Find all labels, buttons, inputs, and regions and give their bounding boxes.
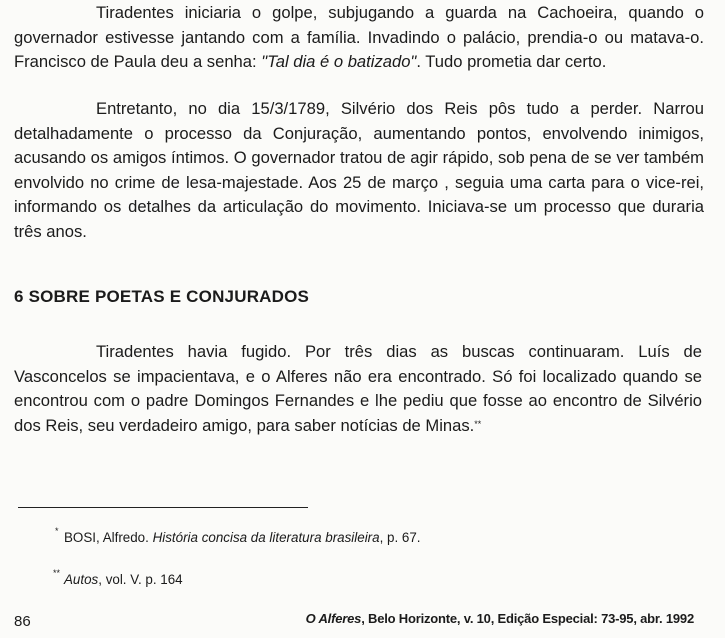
footnote-mark: * bbox=[55, 526, 59, 536]
journal-citation bbox=[306, 611, 694, 626]
page-number: 86 bbox=[14, 613, 31, 630]
footnote-1 bbox=[55, 526, 421, 545]
footnote-title: Autos bbox=[64, 572, 99, 587]
journal-title: O Alferes bbox=[305, 611, 362, 626]
paragraph-tiradentes-fled bbox=[14, 340, 702, 438]
paragraph-text: Tiradentes havia fugido. Por três dias as buscas continuaram. Luís de Vasconcelos se impacientava, e o Alferes não era encontrado. Só foi localizado quando se encontrou com o padre Domingos Fernandes e lhe pediu que fosse ao encontro de Silvério dos Reis, seu verdadeiro amigo, para saber notícias de Minas. bbox=[14, 342, 702, 435]
footnote-mark: ** bbox=[53, 568, 61, 578]
footnote-2 bbox=[53, 568, 183, 587]
footnote-rest: , vol. V. p. 164 bbox=[98, 572, 183, 587]
paragraph-text-end: . Tudo prometia dar certo. bbox=[416, 52, 607, 72]
paragraph-betrayal: Entretanto, no dia 15/3/1789, Silvério dos Reis pôs tudo a perder. Narrou detalhadamente o processo da Conjuração, aumentando pontos, envolvendo inimigos, acusando os amigos íntimos. O governador tratou de agir rápido, sob pena de se ver também envolvido no crime de lesa-majestade. Aos 25 de março , seguia uma carta para o vice-rei, informando os detalhes da articulação do movimento. Iniciava-se um processo que duraria três anos. bbox=[14, 99, 704, 241]
footnote-divider bbox=[18, 507, 308, 508]
footnote-title: História concisa da literatura brasileira bbox=[152, 530, 380, 545]
footnote-author: BOSI, Alfredo. bbox=[64, 530, 153, 545]
paragraph-text: Tiradentes iniciaria o golpe, subjugando a guarda na Cachoeira, quando o governador estivesse jantando com a família. Invadindo o palácio, prendia-o ou matava-o. Francisco de Paula deu a senha: bbox=[14, 3, 704, 72]
section-heading: 6 SOBRE POETAS E CONJURADOS bbox=[14, 287, 310, 306]
document-page bbox=[14, 0, 704, 638]
footnote-rest: , p. 67. bbox=[379, 530, 421, 545]
paragraph-coup-plan bbox=[14, 1, 704, 75]
footnote-reference: ** bbox=[474, 418, 482, 429]
password-quote: "Tal dia é o batizado" bbox=[261, 52, 417, 72]
journal-details: , Belo Horizonte, v. 10, Edição Especial: 73-95, abr. 1992 bbox=[361, 611, 694, 626]
